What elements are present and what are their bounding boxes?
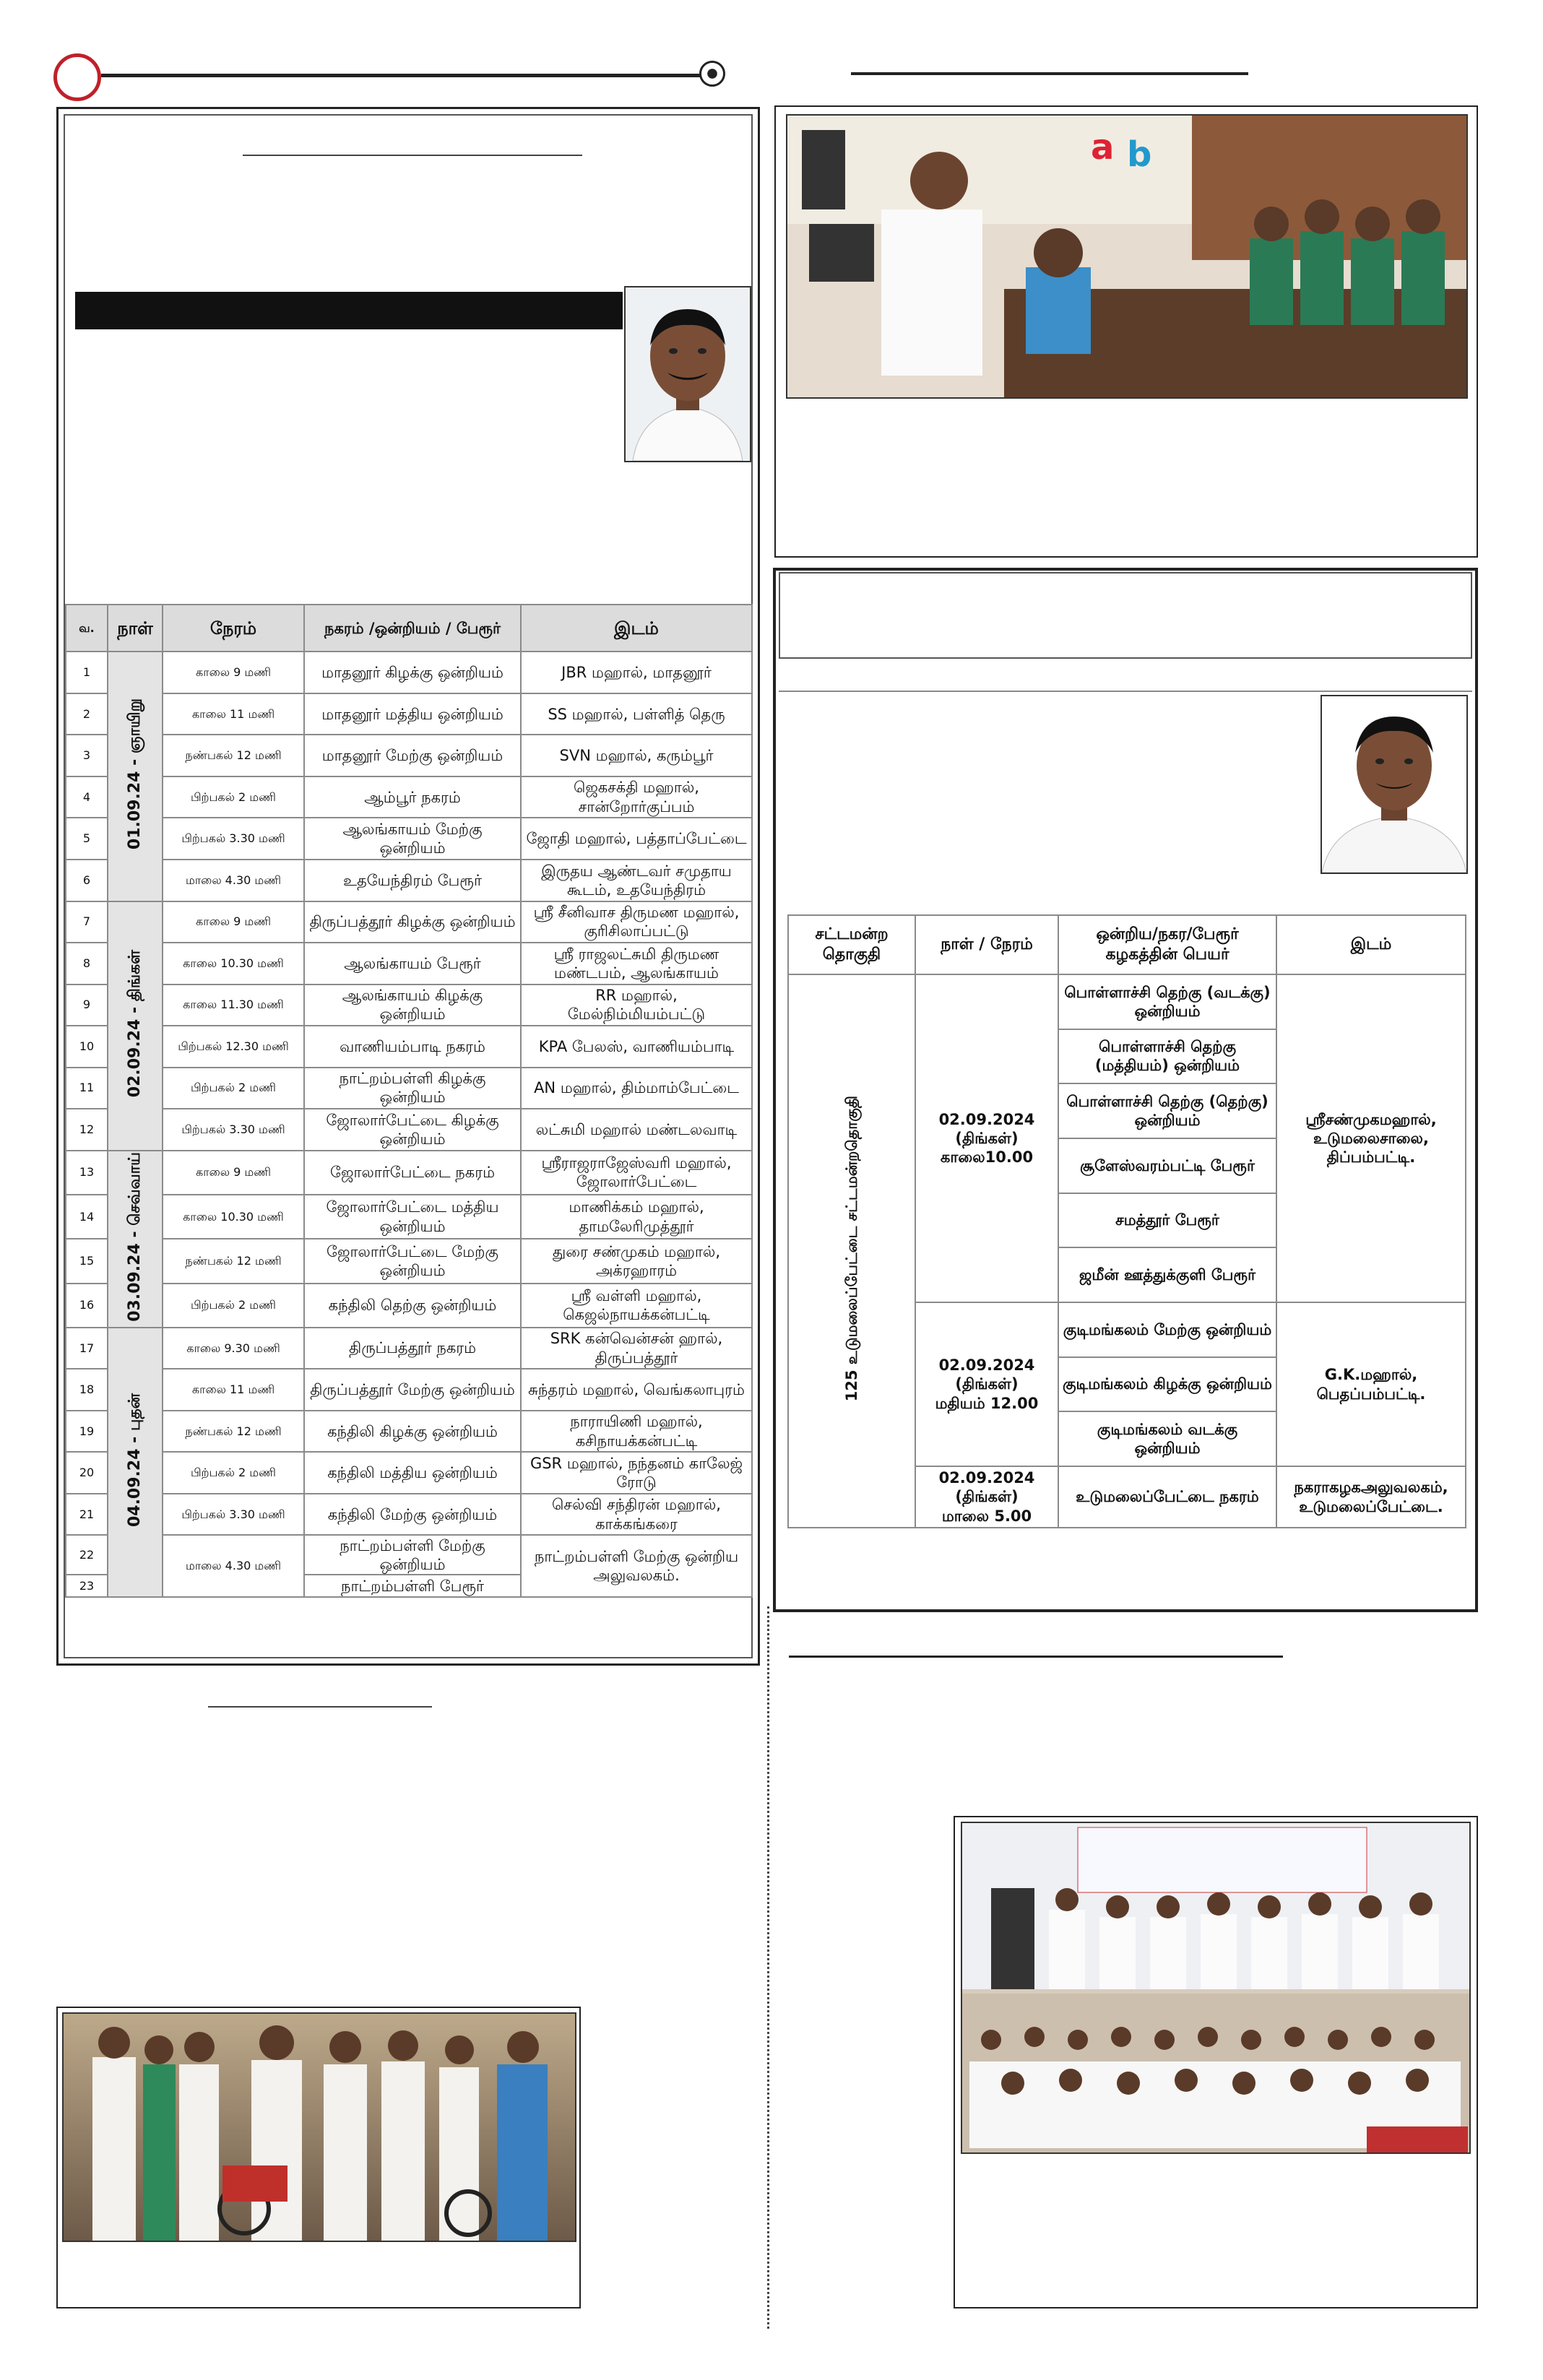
row-serial: 1 xyxy=(66,652,108,693)
row-place: மாதனூர் மத்திய ஒன்றியம் xyxy=(304,693,521,735)
row-place: மாதனூர் கிழக்கு ஒன்றியம் xyxy=(304,652,521,693)
row-venue: நாராயிணி மஹால், கசிநாயக்கன்பட்டி xyxy=(521,1411,752,1453)
row-serial: 12 xyxy=(66,1109,108,1151)
row-place: உதயேந்திரம் பேரூர் xyxy=(304,860,521,901)
row-time: காலை 11.30 மணி xyxy=(163,985,304,1026)
slot-venue: நகராகழகஅலுவலகம், உடுமலைப்பேட்டை. xyxy=(1276,1466,1466,1528)
table-row xyxy=(66,1068,752,1109)
table-row xyxy=(66,1494,752,1536)
row-serial: 20 xyxy=(66,1452,108,1494)
row-place: ஜோலார்பேட்டை மத்திய ஒன்றியம் xyxy=(304,1195,521,1239)
table-row xyxy=(66,1151,752,1195)
day-label: 02.09.24 - திங்கள் xyxy=(126,950,144,1098)
row-serial: 17 xyxy=(66,1328,108,1369)
schedule-table-b xyxy=(787,914,1465,1528)
row-serial: 19 xyxy=(66,1411,108,1453)
portrait-photo-a xyxy=(624,286,751,462)
row-time: பிற்பகல் 2 மணி xyxy=(163,1068,304,1109)
row-venue: லட்சுமி மஹால் மண்டலவாடி xyxy=(521,1109,752,1151)
portrait-photo-b xyxy=(1321,695,1468,874)
header-serial: வ. xyxy=(66,605,108,652)
row-time: நண்பகல் 12 மணி xyxy=(163,1411,304,1453)
table-row xyxy=(788,974,1466,1029)
row-time: பிற்பகல் 3.30 மணி xyxy=(163,1109,304,1151)
unit-name: உடுமலைப்பேட்டை நகரம் xyxy=(1058,1466,1276,1528)
datetime-line: மாலை 5.00 xyxy=(941,1507,1032,1525)
unit-name: பொள்ளாச்சி தெற்கு (மத்தியம்) ஒன்றியம் xyxy=(1058,1029,1276,1084)
row-venue: இருதய ஆண்டவர் சமுதாய கூடம், உதயேந்திரம் xyxy=(521,860,752,901)
table-row xyxy=(66,693,752,735)
unit-name: ஜமீன் ஊத்துக்குளி பேரூர் xyxy=(1058,1247,1276,1302)
table-row xyxy=(66,735,752,776)
row-serial: 9 xyxy=(66,985,108,1026)
table-row xyxy=(66,1026,752,1068)
row-serial: 3 xyxy=(66,735,108,776)
slot-datetime xyxy=(915,974,1058,1302)
row-serial: 22 xyxy=(66,1535,108,1575)
row-place: கந்திலி மத்திய ஒன்றியம் xyxy=(304,1452,521,1494)
row-time: காலை 9 மணி xyxy=(163,901,304,943)
header-time: நேரம் xyxy=(163,605,304,652)
day-cell xyxy=(108,652,163,901)
schedule-table-a xyxy=(65,604,751,1598)
row-place: நாட்றம்பள்ளி கிழக்கு ஒன்றியம் xyxy=(304,1068,521,1109)
row-venue: ஜோதி மஹால், பத்தாப்பேட்டை xyxy=(521,818,752,860)
row-place: கந்திலி கிழக்கு ஒன்றியம் xyxy=(304,1411,521,1453)
row-time: நண்பகல் 12 மணி xyxy=(163,735,304,776)
table-row xyxy=(66,1284,752,1328)
header-date-time: நாள் / நேரம் xyxy=(915,915,1058,974)
table-row xyxy=(66,1239,752,1283)
day-label: 04.09.24 - புதன் xyxy=(126,1393,144,1527)
table-row xyxy=(66,901,752,943)
row-time: காலை 9.30 மணி xyxy=(163,1328,304,1369)
datetime-line: (திங்கள்) xyxy=(955,1129,1019,1147)
meeting-photo xyxy=(961,1822,1471,2154)
row-venue: RR மஹால், மேல்நிம்மியம்பட்டு xyxy=(521,985,752,1026)
row-serial: 4 xyxy=(66,776,108,818)
row-venue: ஸ்ரீ வள்ளி மஹால், கெஜல்நாயக்கன்பட்டி xyxy=(521,1284,752,1328)
row-time: பிற்பகல் 3.30 மணி xyxy=(163,1494,304,1536)
row-venue: சுந்தரம் மஹால், வெங்கலாபுரம் xyxy=(521,1369,752,1411)
row-time: நண்பகல் 12 மணி xyxy=(163,1239,304,1283)
row-serial: 6 xyxy=(66,860,108,901)
unit-name: குடிமங்கலம் வடக்கு ஒன்றியம் xyxy=(1058,1411,1276,1466)
row-time: மாலை 4.30 மணி xyxy=(163,860,304,901)
row-time: பிற்பகல் 2 மணி xyxy=(163,776,304,818)
subheading-bar xyxy=(75,292,623,329)
column-separator xyxy=(767,1606,769,2329)
hand-emblem-icon xyxy=(699,61,725,87)
unit-name: சூளேஸ்வரம்பட்டி பேரூர் xyxy=(1058,1138,1276,1193)
datetime-line: (திங்கள்) xyxy=(955,1375,1019,1393)
row-place: வாணியம்பாடி நகரம் xyxy=(304,1026,521,1068)
row-serial: 18 xyxy=(66,1369,108,1411)
table-row xyxy=(66,1195,752,1239)
headline-rule xyxy=(243,155,582,156)
row-venue: GSR மஹால், நந்தனம் காலேஜ் ரோடு xyxy=(521,1452,752,1494)
row-serial: 16 xyxy=(66,1284,108,1328)
table-row xyxy=(66,1109,752,1151)
row-serial: 15 xyxy=(66,1239,108,1283)
row-place: கந்திலி மேற்கு ஒன்றியம் xyxy=(304,1494,521,1536)
row-place: ஆலங்காயம் மேற்கு ஒன்றியம் xyxy=(304,818,521,860)
wall-letter-decor: a xyxy=(1091,127,1115,168)
row-time: பிற்பகல் 12.30 மணி xyxy=(163,1026,304,1068)
row-time: காலை 10.30 மணி xyxy=(163,943,304,985)
row-venue: நாட்றம்பள்ளி மேற்கு ஒன்றிய அலுவலகம். xyxy=(521,1535,752,1597)
table-row xyxy=(66,1328,752,1369)
table-row xyxy=(66,943,752,985)
datetime-line: மதியம் 12.00 xyxy=(935,1394,1039,1412)
header-unit-name: ஒன்றிய/நகர/பேரூர் கழகத்தின் பெயர் xyxy=(1058,915,1276,974)
table-row xyxy=(66,652,752,693)
row-place: ஆலங்காயம் பேரூர் xyxy=(304,943,521,985)
masthead-rule-right xyxy=(851,72,1248,75)
right-article-title-box xyxy=(779,572,1472,659)
table-row xyxy=(66,1452,752,1494)
row-place: நாட்றம்பள்ளி பேரூர் xyxy=(304,1575,521,1597)
slot-venue: G.K.மஹால், பெதப்பம்பட்டி. xyxy=(1276,1302,1466,1466)
left-bottom-rule xyxy=(208,1706,432,1708)
row-venue: SRK கன்வென்சன் ஹால், திருப்பத்தூர் xyxy=(521,1328,752,1369)
right-subheading-rule xyxy=(779,691,1472,692)
row-serial: 8 xyxy=(66,943,108,985)
row-serial: 14 xyxy=(66,1195,108,1239)
header-place: நகரம் /ஒன்றியம் / பேரூர் xyxy=(304,605,521,652)
row-time: பிற்பகல் 3.30 மணி xyxy=(163,818,304,860)
unit-name: பொள்ளாச்சி தெற்கு (தெற்கு) ஒன்றியம் xyxy=(1058,1083,1276,1138)
masthead-rule-left xyxy=(101,74,701,77)
row-venue: செல்வி சந்திரன் மஹால், காக்கங்கரை xyxy=(521,1494,752,1536)
welfare-event-photo xyxy=(62,2012,576,2242)
row-time: காலை 10.30 மணி xyxy=(163,1195,304,1239)
row-time: காலை 11 மணி xyxy=(163,1369,304,1411)
unit-name: சமத்தூர் பேரூர் xyxy=(1058,1193,1276,1248)
row-place: கந்திலி தெற்கு ஒன்றியம் xyxy=(304,1284,521,1328)
row-venue: ஸ்ரீ ராஜலட்சுமி திருமண மண்டபம், ஆலங்காயம் xyxy=(521,943,752,985)
row-serial: 11 xyxy=(66,1068,108,1109)
row-venue: SS மஹால், பள்ளித் தெரு xyxy=(521,693,752,735)
constituency-label: 125 உடுமலைப்பேட்டை சட்டமன்றதொகுதி xyxy=(842,1096,860,1402)
masthead-circle-logo xyxy=(53,53,101,101)
row-venue: AN மஹால், திம்மாம்பேட்டை xyxy=(521,1068,752,1109)
row-place: நாட்றம்பள்ளி மேற்கு ஒன்றியம் xyxy=(304,1535,521,1575)
row-place: ஜோலார்பேட்டை கிழக்கு ஒன்றியம் xyxy=(304,1109,521,1151)
row-place: ஜோலார்பேட்டை மேற்கு ஒன்றியம் xyxy=(304,1239,521,1283)
day-cell xyxy=(108,1328,163,1597)
header-venue-b: இடம் xyxy=(1276,915,1466,974)
svg-text:b: b xyxy=(1127,134,1152,175)
slot-datetime xyxy=(915,1302,1058,1466)
datetime-line: 02.09.2024 xyxy=(938,1356,1035,1375)
table-row xyxy=(66,985,752,1026)
day-label: 03.09.24 - செவ்வாய் xyxy=(126,1151,144,1322)
slot-datetime xyxy=(915,1466,1058,1528)
row-place: திருப்பத்தூர் நகரம் xyxy=(304,1328,521,1369)
row-serial: 10 xyxy=(66,1026,108,1068)
row-serial: 23 xyxy=(66,1575,108,1597)
day-cell xyxy=(108,901,163,1151)
datetime-line: 02.09.2024 xyxy=(938,1110,1035,1128)
day-label: 01.09.24 - ஞாயிறு xyxy=(126,698,144,850)
row-time: பிற்பகல் 2 மணி xyxy=(163,1284,304,1328)
datetime-line: (திங்கள்) xyxy=(955,1488,1019,1506)
table-row xyxy=(66,818,752,860)
unit-name: பொள்ளாச்சி தெற்கு (வடக்கு) ஒன்றியம் xyxy=(1058,974,1276,1029)
row-place: ஜோலார்பேட்டை நகரம் xyxy=(304,1151,521,1195)
row-time: காலை 11 மணி xyxy=(163,693,304,735)
row-venue: ஸ்ரீ சீனிவாச திருமண மஹால், குரிசிலாப்பட்டு xyxy=(521,901,752,943)
table-row xyxy=(66,1369,752,1411)
unit-name: குடிமங்கலம் மேற்கு ஒன்றியம் xyxy=(1058,1302,1276,1357)
slot-venue: ஸ்ரீசண்முகமஹால், உடுமலைசாலை, திப்பம்பட்டி. xyxy=(1276,974,1466,1302)
table-row xyxy=(66,1535,752,1575)
table-row xyxy=(66,860,752,901)
row-venue: KPA பேலஸ், வாணியம்பாடி xyxy=(521,1026,752,1068)
datetime-line: 02.09.2024 xyxy=(938,1469,1035,1487)
datetime-line: காலை10.00 xyxy=(940,1148,1034,1167)
header-day: நாள் xyxy=(108,605,163,652)
row-time: காலை 9 மணி xyxy=(163,1151,304,1195)
row-venue: SVN மஹால், கரும்பூர் xyxy=(521,735,752,776)
row-venue: JBR மஹால், மாதனூர் xyxy=(521,652,752,693)
row-place: மாதனூர் மேற்கு ஒன்றியம் xyxy=(304,735,521,776)
row-serial: 13 xyxy=(66,1151,108,1195)
unit-name: குடிமங்கலம் கிழக்கு ஒன்றியம் xyxy=(1058,1357,1276,1412)
day-cell xyxy=(108,1151,163,1328)
school-visit-photo xyxy=(786,114,1468,399)
row-time: மாலை 4.30 மணி xyxy=(163,1535,304,1597)
row-place: ஆலங்காயம் கிழக்கு ஒன்றியம் xyxy=(304,985,521,1026)
row-time: காலை 9 மணி xyxy=(163,652,304,693)
row-serial: 2 xyxy=(66,693,108,735)
row-place: திருப்பத்தூர் கிழக்கு ஒன்றியம் xyxy=(304,901,521,943)
row-place: ஆம்பூர் நகரம் xyxy=(304,776,521,818)
row-serial: 21 xyxy=(66,1494,108,1536)
table-row xyxy=(66,1411,752,1453)
row-serial: 5 xyxy=(66,818,108,860)
row-venue: துரை சண்முகம் மஹால், அக்ரஹாரம் xyxy=(521,1239,752,1283)
row-place: திருப்பத்தூர் மேற்கு ஒன்றியம் xyxy=(304,1369,521,1411)
row-venue: ஸ்ரீராஜராஜேஸ்வரி மஹால், ஜோலார்பேட்டை xyxy=(521,1151,752,1195)
row-time: பிற்பகல் 2 மணி xyxy=(163,1452,304,1494)
row-serial: 7 xyxy=(66,901,108,943)
header-venue: இடம் xyxy=(521,605,752,652)
constituency-cell xyxy=(788,974,915,1528)
row-venue: மாணிக்கம் மஹால், தாமலேரிமுத்தூர் xyxy=(521,1195,752,1239)
row-venue: ஜெகசக்தி மஹால், சான்றோர்குப்பம் xyxy=(521,776,752,818)
right-bottom-rule xyxy=(789,1656,1283,1658)
table-row xyxy=(66,776,752,818)
header-constituency: சட்டமன்ற தொகுதி xyxy=(788,915,915,974)
